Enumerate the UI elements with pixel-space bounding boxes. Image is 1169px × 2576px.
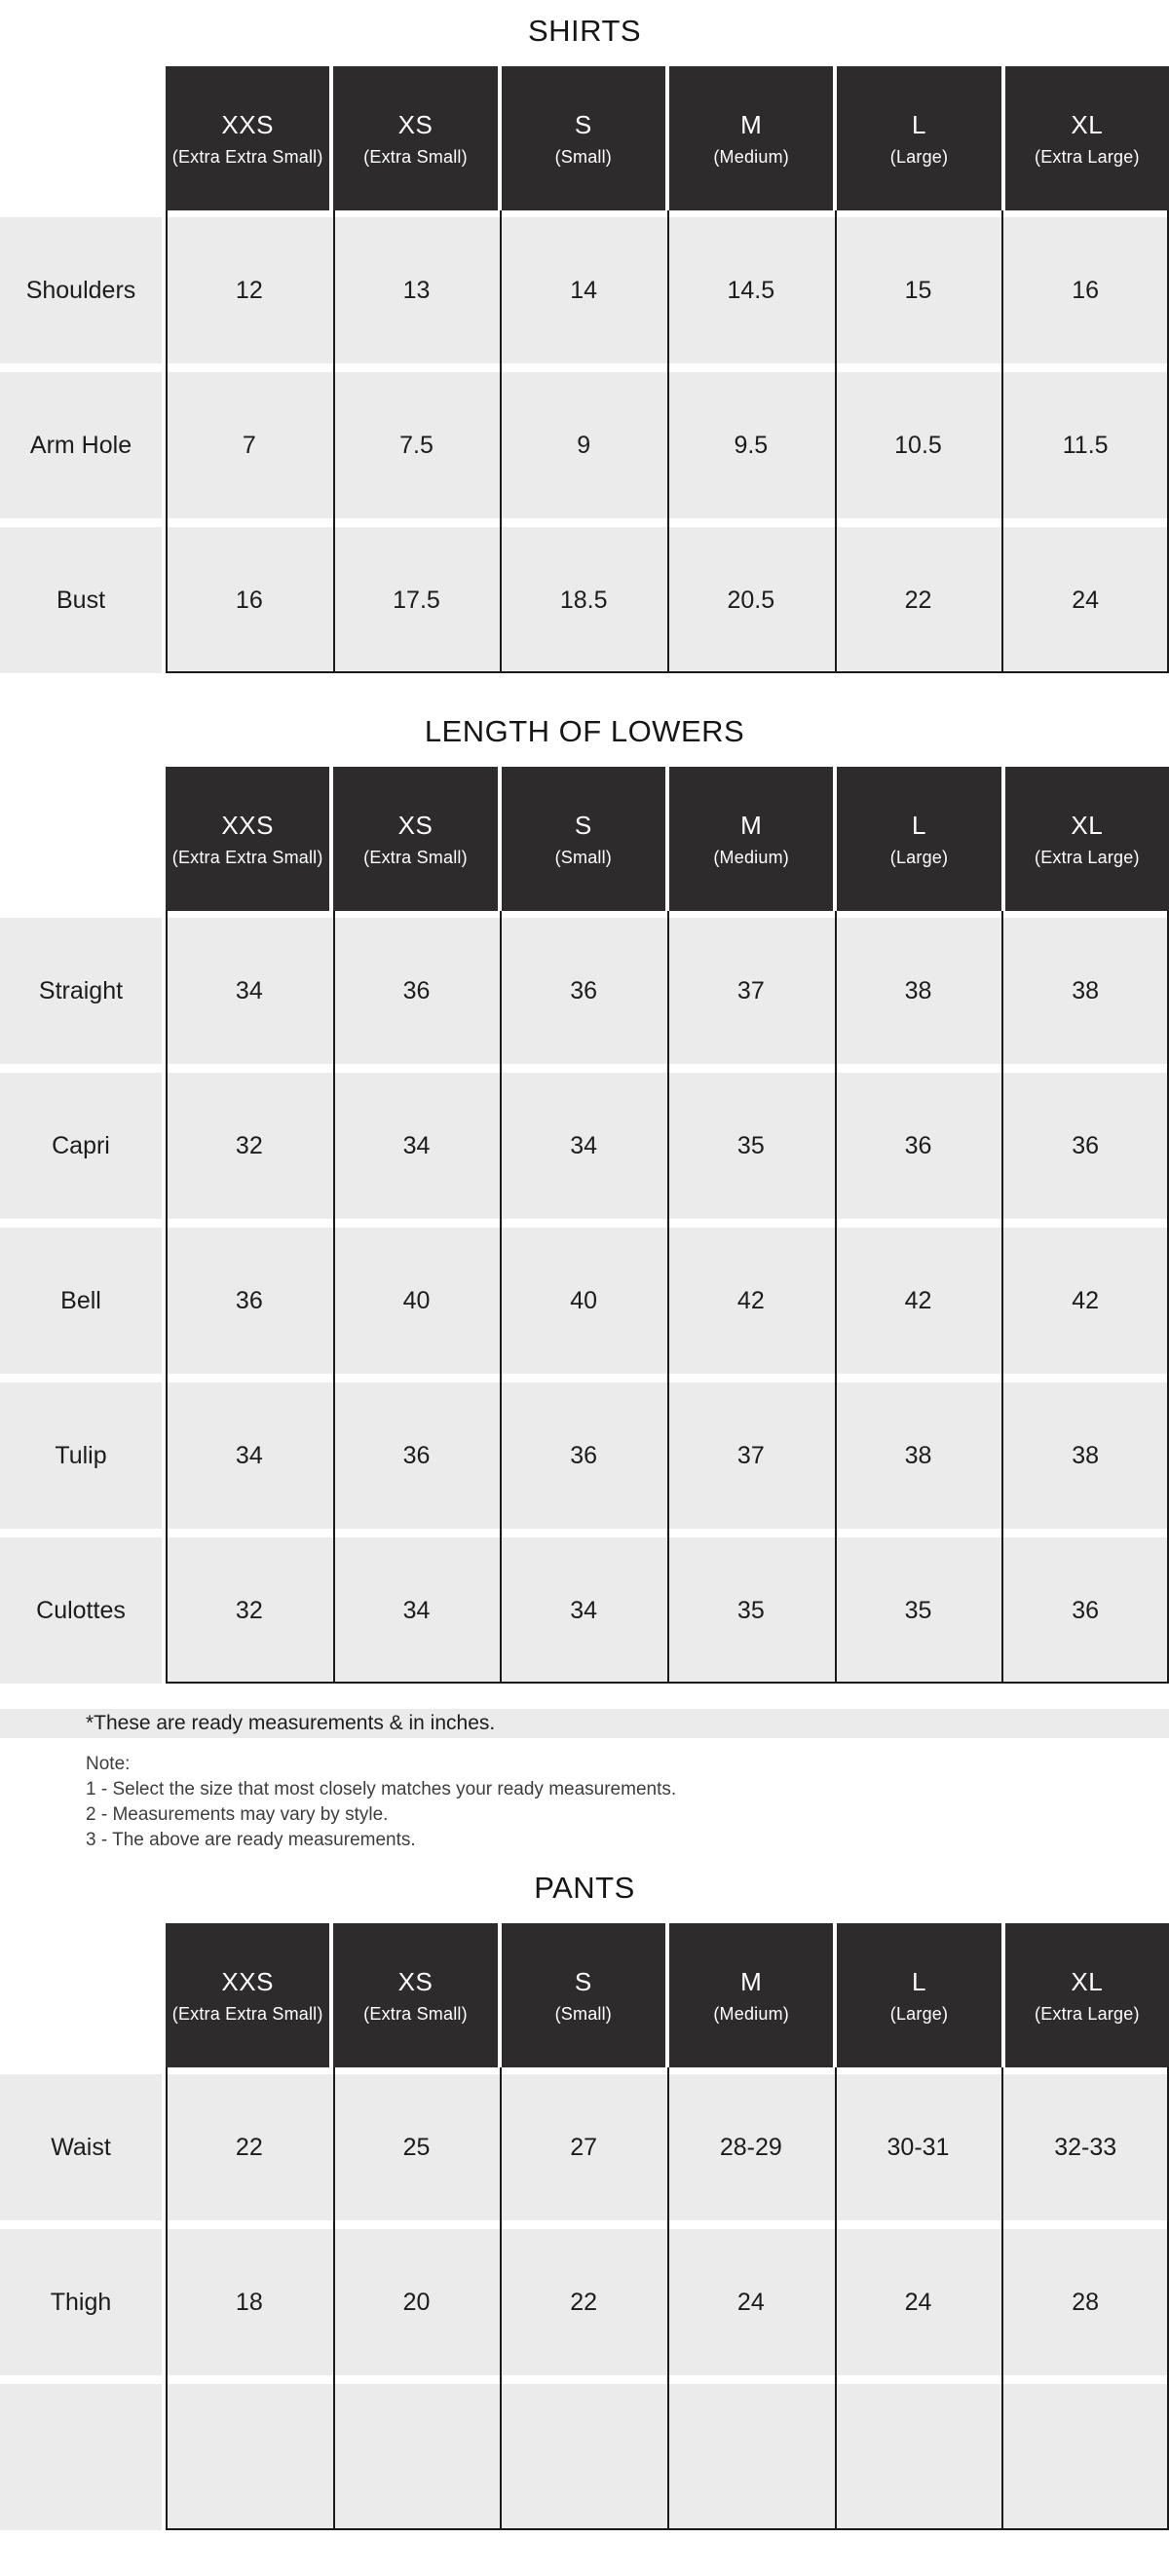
measurement-cell — [333, 2384, 501, 2530]
size-fullname: (Extra Small) — [363, 2003, 468, 2024]
row-cells — [166, 1073, 1169, 1219]
measurement-cell: 16 — [1072, 276, 1100, 304]
measurement-cell: 17.5 — [393, 586, 440, 614]
table-row — [0, 2229, 1169, 2375]
table-row — [0, 2074, 1169, 2220]
measurement-cell: 32 — [235, 1131, 263, 1159]
measurement-cell: 20.5 — [727, 586, 775, 614]
measurement-cell: 35 — [904, 1596, 932, 1624]
size-column-header — [166, 767, 329, 911]
measurement-cell: 40 — [570, 1286, 598, 1314]
size-fullname: (Large) — [889, 146, 949, 167]
measurement-cell: 34 — [570, 1596, 598, 1624]
measurement-cell: 7.5 — [399, 431, 434, 459]
note-heading: Note: — [86, 1754, 131, 1774]
size-code: M — [740, 1966, 763, 1996]
table-row — [0, 1228, 1169, 1374]
size-column-header — [669, 1923, 833, 2067]
size-code: S — [574, 109, 592, 139]
measurement-cell: 15 — [904, 276, 932, 304]
measurement-cell: 16 — [235, 586, 263, 614]
measurement-cell: 36 — [402, 976, 431, 1004]
measurement-cell: 36 — [904, 1131, 932, 1159]
size-code: XXS — [221, 109, 274, 139]
size-fullname: (Extra Large) — [1035, 2003, 1140, 2024]
measurement-cell: 9 — [577, 431, 591, 459]
size-header-row — [166, 1923, 1169, 2067]
size-code: XXS — [221, 1966, 274, 1996]
size-column-header — [837, 767, 1000, 911]
measurement-cell: 35 — [736, 1596, 765, 1624]
table-body — [0, 911, 1169, 1684]
size-code: S — [574, 1966, 592, 1996]
size-code: L — [912, 810, 926, 840]
size-table-shirts — [0, 66, 1169, 673]
size-fullname: (Extra Extra Small) — [171, 146, 323, 167]
row-label: Straight — [0, 918, 162, 1064]
measurement-cell: 42 — [904, 1286, 932, 1314]
size-fullname: (Extra Extra Small) — [171, 2003, 323, 2024]
size-code: L — [912, 109, 926, 139]
size-column-header — [502, 767, 665, 911]
table-row — [0, 527, 1169, 673]
measurement-cell: 27 — [570, 2133, 598, 2161]
size-header-row — [166, 767, 1169, 911]
measurement-cell: 34 — [402, 1131, 431, 1159]
table-row — [0, 372, 1169, 518]
measurement-cell: 24 — [736, 2288, 765, 2316]
size-code: XXS — [221, 810, 274, 840]
measurement-cell: 37 — [736, 976, 765, 1004]
size-fullname: (Medium) — [713, 847, 789, 867]
size-fullname: (Extra Large) — [1035, 847, 1140, 867]
measurement-cell: 34 — [570, 1131, 598, 1159]
size-code: M — [740, 109, 763, 139]
measurement-cell: 18 — [235, 2288, 263, 2316]
size-column-header — [1005, 66, 1169, 210]
size-column-header — [1005, 767, 1169, 911]
table-row — [0, 2384, 1169, 2530]
measurement-cell: 14.5 — [727, 276, 775, 304]
size-column-header — [502, 66, 665, 210]
table-body — [0, 210, 1169, 673]
note-line-2: 2 - Measurements may vary by style. — [86, 1804, 389, 1825]
measurement-cell: 42 — [736, 1286, 765, 1314]
footnote-band — [0, 1709, 1169, 1738]
row-label: Waist — [0, 2074, 162, 2220]
size-column-header — [837, 1923, 1000, 2067]
measurement-cell — [166, 2384, 333, 2530]
size-column-header — [669, 767, 833, 911]
row-label: Shoulders — [0, 217, 162, 363]
measurement-cell: 11.5 — [1062, 431, 1109, 459]
measurement-cell — [835, 2384, 1002, 2530]
size-code: S — [574, 810, 592, 840]
measurement-cell: 38 — [1072, 1441, 1100, 1469]
measurement-cell: 36 — [402, 1441, 431, 1469]
measurement-cell: 42 — [1072, 1286, 1100, 1314]
measurement-cell: 34 — [235, 1441, 263, 1469]
measurement-cell: 22 — [570, 2288, 598, 2316]
row-label: Bust — [0, 527, 162, 673]
measurement-cell — [1001, 2384, 1169, 2530]
row-cells — [166, 2229, 1169, 2375]
measurement-cell: 18.5 — [559, 586, 608, 614]
footnote-text: *These are ready measurements & in inches. — [86, 1712, 496, 1734]
measurement-cell: 36 — [235, 1286, 263, 1314]
size-fullname: (Large) — [889, 2003, 949, 2024]
measurement-cell: 38 — [904, 976, 932, 1004]
measurement-cell: 13 — [402, 276, 431, 304]
row-label: Arm Hole — [0, 372, 162, 518]
row-label: Capri — [0, 1073, 162, 1219]
row-label — [0, 2384, 162, 2530]
note-line-3: 3 - The above are ready measurements. — [86, 1830, 416, 1850]
row-cells — [166, 1537, 1169, 1684]
table-row — [0, 1537, 1169, 1684]
measurement-cell: 34 — [402, 1596, 431, 1624]
measurement-cell: 34 — [235, 976, 263, 1004]
measurement-cell: 14 — [570, 276, 598, 304]
size-fullname: (Small) — [554, 847, 613, 867]
size-code: XL — [1071, 810, 1104, 840]
measurement-cell: 36 — [1072, 1596, 1100, 1624]
row-cells — [166, 918, 1169, 1064]
size-code: XS — [397, 1966, 434, 1996]
row-label: Thigh — [0, 2229, 162, 2375]
size-fullname: (Extra Large) — [1035, 146, 1140, 167]
row-cells — [166, 1228, 1169, 1374]
size-column-header — [166, 66, 329, 210]
size-fullname: (Medium) — [713, 2003, 789, 2024]
measurement-cell: 37 — [736, 1441, 765, 1469]
measurement-cell: 24 — [1072, 586, 1100, 614]
measurement-cell: 36 — [1072, 1131, 1100, 1159]
size-fullname: (Extra Extra Small) — [171, 847, 323, 867]
table-body — [0, 2067, 1169, 2530]
table-row — [0, 918, 1169, 1064]
measurement-cell: 38 — [904, 1441, 932, 1469]
size-fullname: (Large) — [889, 847, 949, 867]
size-fullname: (Extra Small) — [363, 146, 468, 167]
size-column-header — [166, 1923, 329, 2067]
measurement-cell: 30-31 — [886, 2133, 950, 2161]
row-cells — [166, 372, 1169, 518]
measurement-cell: 24 — [904, 2288, 932, 2316]
size-table-section-lowers — [0, 712, 1169, 1684]
row-cells — [166, 1383, 1169, 1529]
row-cells — [166, 2384, 1169, 2530]
measurement-cell: 40 — [402, 1286, 431, 1314]
measurement-cell: 20 — [402, 2288, 431, 2316]
measurement-cell: 36 — [570, 976, 598, 1004]
measurement-cell: 32 — [235, 1596, 263, 1624]
size-column-header — [333, 1923, 497, 2067]
measurement-cell: 32-33 — [1054, 2133, 1117, 2161]
measurement-cell: 7 — [242, 431, 256, 459]
measurement-cell: 22 — [904, 586, 932, 614]
row-label: Bell — [0, 1228, 162, 1374]
size-table-pants — [0, 1923, 1169, 2530]
measurement-cell: 25 — [402, 2133, 431, 2161]
size-table-section-shirts — [0, 0, 1169, 673]
note-line-1: 1 - Select the size that most closely matches your ready measurements. — [86, 1779, 677, 1799]
table-row — [0, 217, 1169, 363]
size-code: M — [740, 810, 763, 840]
measurement-cell: 28-29 — [719, 2133, 782, 2161]
size-code: XL — [1071, 109, 1104, 139]
size-header-row — [166, 66, 1169, 210]
size-table-lowers — [0, 767, 1169, 1684]
measurement-cell: 12 — [235, 276, 263, 304]
size-table-section-pants — [0, 1869, 1169, 2530]
size-code: XL — [1071, 1966, 1104, 1996]
size-column-header — [837, 66, 1000, 210]
size-column-header — [1005, 1923, 1169, 2067]
size-fullname: (Small) — [554, 146, 613, 167]
table-row — [0, 1073, 1169, 1219]
size-fullname: (Extra Small) — [363, 847, 468, 867]
row-cells — [166, 217, 1169, 363]
measurement-cell: 38 — [1072, 976, 1100, 1004]
table-title-lowers: LENGTH OF LOWERS — [424, 714, 745, 748]
measurement-cell: 9.5 — [734, 431, 769, 459]
size-fullname: (Medium) — [713, 146, 789, 167]
size-column-header — [669, 66, 833, 210]
measurement-cell — [667, 2384, 835, 2530]
measurement-cell: 28 — [1072, 2288, 1100, 2316]
row-label: Culottes — [0, 1537, 162, 1684]
table-title-pants: PANTS — [534, 1871, 635, 1905]
size-column-header — [502, 1923, 665, 2067]
note-block — [86, 1752, 1169, 1853]
size-column-header — [333, 66, 497, 210]
row-label: Tulip — [0, 1383, 162, 1529]
measurement-cell: 10.5 — [894, 431, 942, 459]
measurement-cell — [500, 2384, 667, 2530]
measurement-cell: 35 — [736, 1131, 765, 1159]
table-title-shirts: SHIRTS — [527, 14, 642, 48]
measurement-cell: 22 — [235, 2133, 263, 2161]
size-code: XS — [397, 109, 434, 139]
size-code: XS — [397, 810, 434, 840]
size-code: L — [912, 1966, 926, 1996]
size-column-header — [333, 767, 497, 911]
measurement-cell: 36 — [570, 1441, 598, 1469]
table-row — [0, 1383, 1169, 1529]
size-fullname: (Small) — [554, 2003, 613, 2024]
row-cells — [166, 2074, 1169, 2220]
row-cells — [166, 527, 1169, 673]
